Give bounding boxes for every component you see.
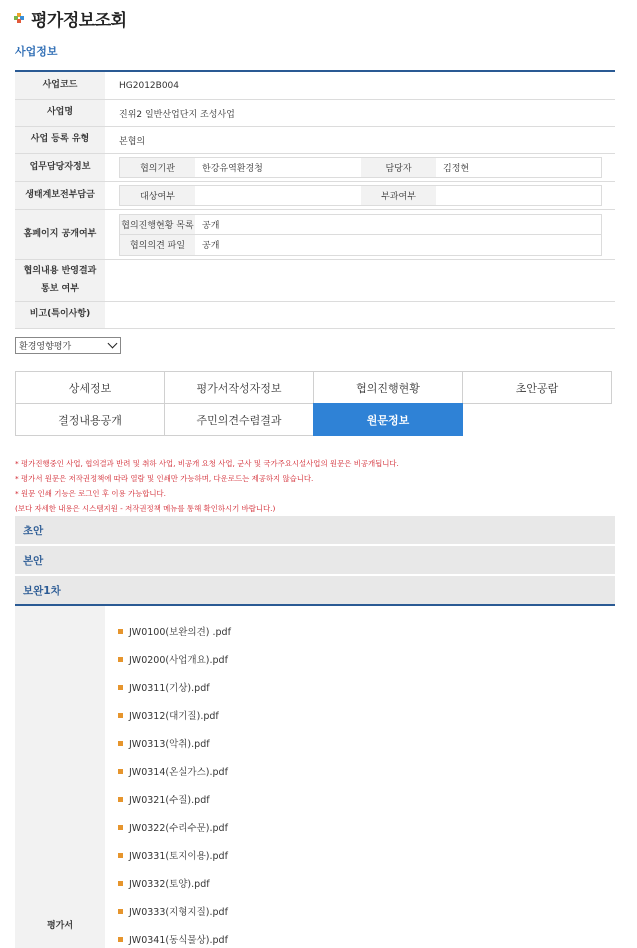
file-link[interactable]: JW0100(보완의견) .pdf <box>129 627 231 638</box>
notify-result-value <box>105 260 615 301</box>
tab-writer-info[interactable]: 평가서작성자정보 <box>164 371 314 404</box>
manager-info-label: 업무담당자정보 <box>15 154 105 181</box>
bullet-icon <box>118 881 123 886</box>
file-link[interactable]: JW0313(악취).pdf <box>129 739 210 750</box>
tab-draft-review[interactable]: 초안공람 <box>462 371 612 404</box>
manager-sub-row <box>119 157 602 178</box>
public-list-row <box>119 214 602 235</box>
public-file-row <box>119 235 602 256</box>
row-remarks <box>15 302 615 329</box>
file-link[interactable]: JW0314(온실가스).pdf <box>129 767 228 778</box>
file-link[interactable]: JW0331(토지이용).pdf <box>129 851 228 862</box>
person-label: 담당자 <box>361 158 436 177</box>
business-code-label: 사업코드 <box>15 72 105 99</box>
bullet-icon <box>118 685 123 690</box>
agency-value: 한강유역환경청 <box>195 158 361 177</box>
notice-item: * 원문 인쇄 기능은 로그인 후 이용 가능합니다. <box>15 489 166 498</box>
file-item[interactable] <box>118 729 615 757</box>
notice-item: * 평가진행중인 사업, 협의결과 반려 및 취하 사업, 비공개 요청 사업, 군사 및 국가주요시설사업의 원문은 비공개됩니다. <box>15 459 399 468</box>
eco-sub-row <box>119 185 602 206</box>
row-manager-info <box>15 154 615 182</box>
bullet-icon <box>118 713 123 718</box>
page-title: 평가정보조회 <box>31 10 127 31</box>
row-business-name <box>15 100 615 127</box>
file-item[interactable] <box>118 757 615 785</box>
file-item[interactable] <box>118 701 615 729</box>
notify-result-label: 협의내용 반영결과 통보 여부 <box>15 260 105 301</box>
levy-value <box>436 186 601 205</box>
file-item[interactable] <box>118 925 615 948</box>
file-link[interactable]: JW0322(수리수문).pdf <box>129 823 228 834</box>
bullet-icon <box>118 825 123 830</box>
accordion-main[interactable]: 본안 <box>15 546 615 574</box>
row-business-code <box>15 72 615 100</box>
business-code-value: HG2012B004 <box>119 80 179 91</box>
eco-charge-label: 생태계보전부담금 <box>15 182 105 209</box>
file-link[interactable]: JW0312(대기질).pdf <box>129 711 219 722</box>
target-label: 대상여부 <box>120 186 195 205</box>
levy-label: 부과여부 <box>361 186 436 205</box>
notice-item: (보다 자세한 내용은 시스템지원 - 저작권정책 메뉴를 통해 확인하시기 바랍니다.) <box>15 504 276 513</box>
file-item[interactable] <box>118 617 615 645</box>
bullet-icon <box>118 797 123 802</box>
public-list-value: 공개 <box>195 215 601 234</box>
assessment-type-select[interactable] <box>15 337 121 354</box>
accordion-supplement-1[interactable]: 보완1차 <box>15 576 615 606</box>
homepage-public-label: 홈페이지 공개여부 <box>15 210 105 259</box>
bullet-icon <box>118 909 123 914</box>
bullet-icon <box>118 769 123 774</box>
agency-label: 협의기관 <box>120 158 195 177</box>
file-item[interactable] <box>118 869 615 897</box>
business-info-table <box>15 70 615 329</box>
file-link[interactable]: JW0200(사업개요).pdf <box>129 655 228 666</box>
row-homepage-public <box>15 210 615 260</box>
business-name-label: 사업명 <box>15 100 105 126</box>
file-item[interactable] <box>118 841 615 869</box>
notice-item: * 평가서 원문은 저작권정책에 따라 열람 및 인쇄만 가능하며, 다운로드는 제공하지 않습니다. <box>15 474 314 483</box>
tab-decision-disclosure[interactable]: 결정내용공개 <box>15 403 165 436</box>
file-item[interactable] <box>118 785 615 813</box>
title-diamond-icon <box>14 13 24 23</box>
info-tabs <box>15 371 615 435</box>
bullet-icon <box>118 853 123 858</box>
section-title: 사업정보 <box>15 45 58 58</box>
tab-consultation-status[interactable]: 협의진행현황 <box>313 371 463 404</box>
file-item[interactable] <box>118 645 615 673</box>
file-list <box>105 606 615 948</box>
file-item[interactable] <box>118 813 615 841</box>
files-label: 평가서 <box>15 606 105 948</box>
tab-original-info[interactable]: 원문정보 <box>313 403 463 436</box>
file-link[interactable]: JW0341(동식물상).pdf <box>129 935 228 946</box>
file-link[interactable]: JW0333(지형지질).pdf <box>129 907 228 918</box>
page-header <box>14 6 127 30</box>
chevron-down-icon <box>108 339 118 349</box>
bullet-icon <box>118 657 123 662</box>
file-item[interactable] <box>118 673 615 701</box>
public-list-label: 협의진행현황 목록 <box>120 215 195 234</box>
remarks-label: 비고(특이사항) <box>15 302 105 328</box>
public-file-value: 공개 <box>195 235 601 255</box>
bullet-icon <box>118 741 123 746</box>
registration-type-label: 사업 등록 유형 <box>15 127 105 153</box>
person-value: 김정현 <box>436 158 601 177</box>
notice-list <box>15 456 615 516</box>
tab-detail-info[interactable]: 상세정보 <box>15 371 165 404</box>
row-notify-result <box>15 260 615 302</box>
remarks-value <box>105 302 615 328</box>
files-section <box>15 606 615 948</box>
file-item[interactable] <box>118 897 615 925</box>
row-eco-charge <box>15 182 615 210</box>
public-file-label: 협의의견 파일 <box>120 235 195 255</box>
business-name-value: 진위2 일반산업단지 조성사업 <box>119 109 235 120</box>
assessment-type-selected: 환경영향평가 <box>19 342 72 352</box>
file-link[interactable]: JW0321(수질).pdf <box>129 795 210 806</box>
file-link[interactable]: JW0332(토양).pdf <box>129 879 210 890</box>
file-link[interactable]: JW0311(기상).pdf <box>129 683 210 694</box>
registration-type-value: 본협의 <box>119 136 146 147</box>
target-value <box>195 186 361 205</box>
bullet-icon <box>118 937 123 942</box>
accordion-draft[interactable]: 초안 <box>15 516 615 544</box>
tab-resident-opinion[interactable]: 주민의견수렴결과 <box>164 403 314 436</box>
bullet-icon <box>118 629 123 634</box>
row-registration-type <box>15 127 615 154</box>
